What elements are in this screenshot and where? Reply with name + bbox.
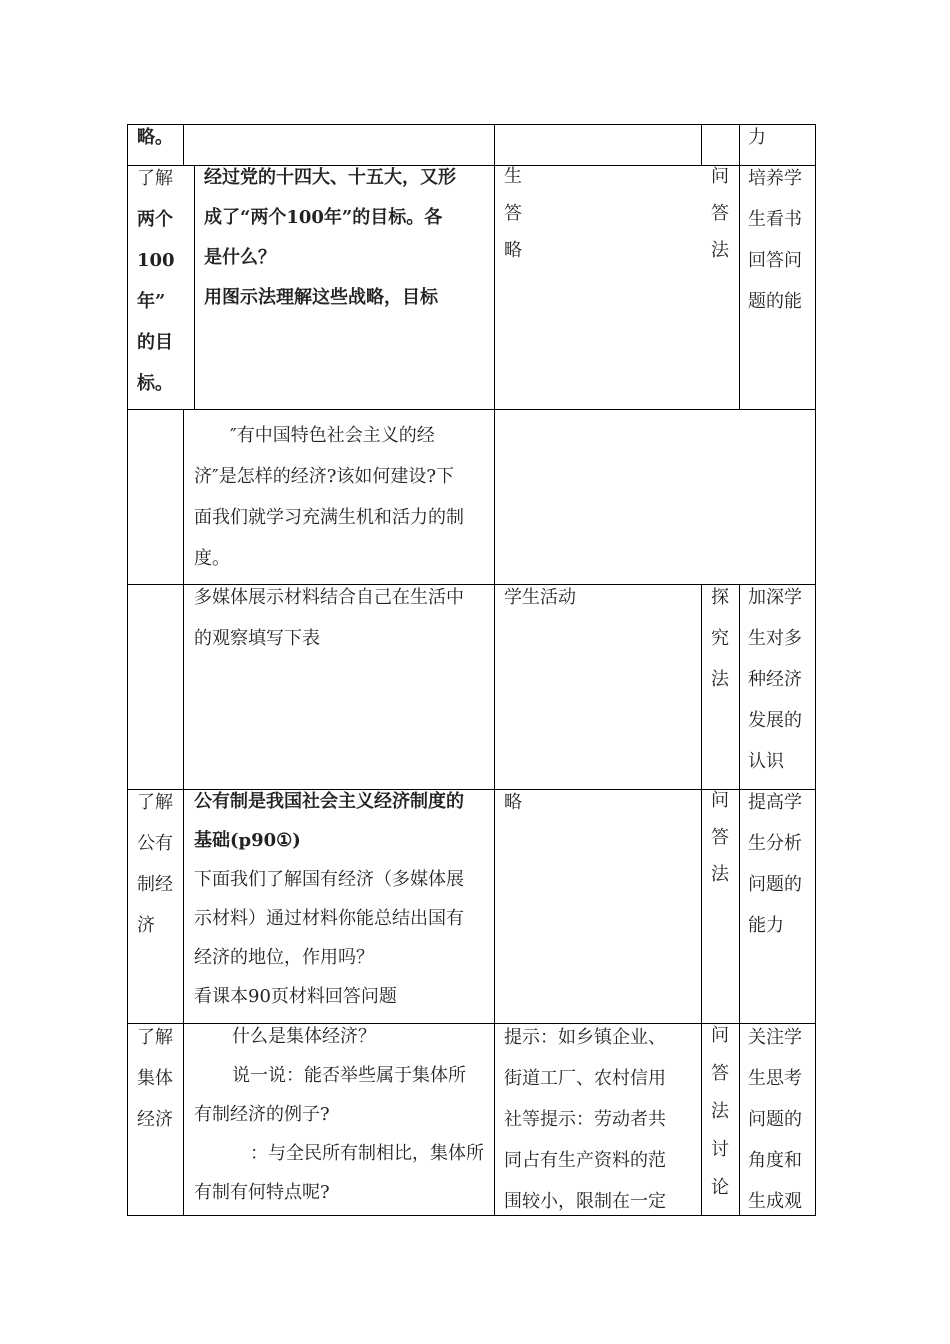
cell-text: 两个 [137, 209, 173, 230]
row2-content [194, 415, 464, 579]
cell-text: 答 [711, 827, 729, 848]
cell-text: 成了“两个100年”的目标。各 [204, 207, 443, 228]
cell-text: 法 [711, 1101, 729, 1122]
cell-text: 生对多 [748, 628, 802, 649]
row1-activity [504, 158, 522, 269]
cell-text: 多媒体展示材料结合自己在生活中 [194, 587, 464, 608]
cell-text: 生 [504, 166, 522, 187]
cell-text: 公有 [137, 833, 173, 854]
cell-text: 看课本90页材料回答问题 [194, 986, 397, 1007]
row1-topic [137, 158, 175, 404]
cell-text: 回答问 [748, 250, 802, 271]
cell-text: 了解 [137, 1027, 173, 1048]
cell-text: 是什么？ [204, 247, 276, 268]
cell-text: 问 [711, 790, 729, 811]
row1-goal [748, 158, 802, 322]
cell-text: 年” [137, 291, 166, 312]
row3-activity [504, 577, 576, 618]
cell-text: 同占有生产资料的范 [504, 1150, 666, 1171]
cell-text: 法 [711, 864, 729, 885]
lesson-plan-table [127, 124, 816, 1216]
row1-method [711, 158, 729, 269]
cell-text: 问 [711, 166, 729, 187]
cell-text: 究 [711, 628, 729, 649]
cell-text: 讨 [711, 1139, 729, 1160]
cell-text: 题的能 [748, 291, 802, 312]
cell-text: 力 [748, 127, 766, 148]
col-divider [494, 125, 495, 1215]
cell-text: 问 [711, 1025, 729, 1046]
row4-goal [748, 782, 802, 946]
cell-text: 有制经济的例子? [194, 1104, 330, 1125]
cell-text: 济 [137, 915, 155, 936]
row4-content [194, 782, 464, 1016]
cell-text: 的目 [137, 332, 173, 353]
cell-text: 公有制是我国社会主义经济制度的 [194, 791, 464, 812]
cell-text: 有制有何特点呢? [194, 1182, 330, 1203]
cell-text: 什么是集体经济？ [232, 1026, 376, 1047]
row3-goal [748, 577, 802, 782]
cell-text: 略。 [137, 127, 173, 148]
cell-text: 度。 [194, 548, 230, 569]
cell-text: 学生活动 [504, 587, 576, 608]
cell-text: 经济 [137, 1109, 173, 1130]
cell-text: 基础(p90①) [194, 830, 301, 851]
row4-method [711, 782, 729, 893]
cell-text: 加深学 [748, 587, 802, 608]
cell-text: 济″是怎样的经济?该如何建设?下 [194, 466, 455, 487]
cell-text: 探 [711, 587, 729, 608]
cell-text: 角度和 [748, 1150, 802, 1171]
cell-text: 经过党的十四大、十五大，又形 [204, 167, 456, 188]
cell-text: 社等提示：劳动者共 [504, 1109, 666, 1130]
cell-text: 用图示法理解这些战略，目标 [204, 287, 438, 308]
row5-method [711, 1017, 729, 1207]
cell-text: 论 [711, 1177, 729, 1198]
col-divider [194, 165, 195, 409]
cell-text: 略 [504, 240, 522, 261]
row0-goal [748, 117, 766, 158]
cell-text: 面我们就学习充满生机和活力的制 [194, 507, 464, 528]
col-divider [183, 409, 184, 1215]
row4-topic [137, 782, 173, 946]
cell-text: 种经济 [748, 669, 802, 690]
cell-text: 生思考 [748, 1068, 802, 1089]
cell-text: ″有中国特色社会主义的经 [230, 425, 435, 446]
cell-text: 略 [504, 792, 522, 813]
cell-text: 提高学 [748, 792, 802, 813]
col-divider [739, 584, 740, 1215]
row5-content [194, 1017, 484, 1212]
cell-text: 的观察填写下表 [194, 628, 320, 649]
cell-text: 围较小，限制在一定 [504, 1191, 666, 1212]
cell-text: 答 [711, 1063, 729, 1084]
row5-goal [748, 1017, 802, 1222]
col-divider [739, 165, 740, 409]
cell-text: 了解 [137, 792, 173, 813]
cell-text: 经济的地位，作用吗？ [194, 947, 374, 968]
cell-text: 认识 [748, 751, 784, 772]
row5-activity [504, 1017, 666, 1222]
cell-text: 问题的 [748, 1109, 802, 1130]
row3-content [194, 577, 464, 659]
cell-text: 关注学 [748, 1027, 802, 1048]
cell-text: 答 [504, 203, 522, 224]
cell-text: 生看书 [748, 209, 802, 230]
cell-text: 制经 [137, 874, 173, 895]
cell-text: 了解 [137, 168, 173, 189]
cell-text: 法 [711, 240, 729, 261]
cell-text: 能力 [748, 915, 784, 936]
row1-content [204, 158, 456, 318]
cell-text: 说一说：能否举些属于集体所 [232, 1065, 466, 1086]
cell-text: 法 [711, 669, 729, 690]
cell-text: 生分析 [748, 833, 802, 854]
cell-text: 下面我们了解国有经济（多媒体展 [194, 869, 464, 890]
row4-activity [504, 782, 522, 823]
col-divider [701, 125, 702, 165]
row3-method [711, 577, 729, 700]
row5-topic [137, 1017, 173, 1140]
row0-topic [137, 117, 173, 158]
cell-text: ：与全民所有制相比，集体所 [250, 1143, 484, 1164]
col-divider [701, 584, 702, 1215]
row-divider [128, 409, 815, 410]
cell-text: 生成观 [748, 1191, 802, 1212]
cell-text: 问题的 [748, 874, 802, 895]
col-divider [739, 125, 740, 165]
cell-text: 提示：如乡镇企业、 [504, 1027, 666, 1048]
cell-text: 标。 [137, 373, 173, 394]
cell-text: 培养学 [748, 168, 802, 189]
cell-text: 100 [137, 250, 175, 271]
col-divider [183, 125, 184, 165]
cell-text: 集体 [137, 1068, 173, 1089]
cell-text: 答 [711, 203, 729, 224]
cell-text: 示材料）通过材料你能总结出国有 [194, 908, 464, 929]
cell-text: 街道工厂、农村信用 [504, 1068, 666, 1089]
cell-text: 发展的 [748, 710, 802, 731]
